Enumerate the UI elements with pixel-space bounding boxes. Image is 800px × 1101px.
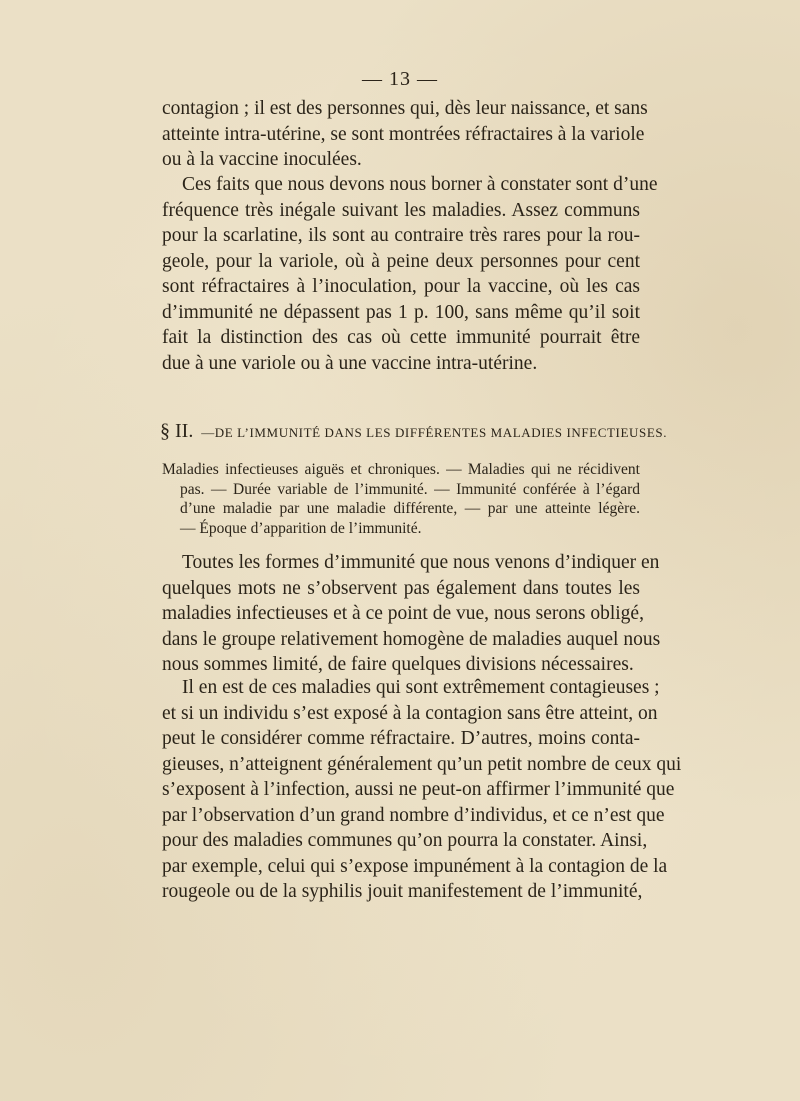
- text-line: due à une variole ou à une vaccine intra-utérine.: [162, 352, 538, 374]
- summary-line: Maladies infectieuses aiguës et chroniques. — Maladies qui ne récidivent: [162, 461, 640, 478]
- text-line: d’immunité ne dépassent pas 1 p. 100, sans même qu’il soit: [162, 301, 640, 323]
- summary-line: — Époque d’apparition de l’immunité.: [180, 519, 422, 537]
- text-line: nous sommes limité, de faire quelques divisions nécessaires.: [162, 654, 634, 675]
- text-line: Il en est de ces maladies qui sont extrêmement contagieuses ;: [182, 677, 660, 698]
- text-line: gieuses, n’atteignent généralement qu’un petit nombre de ceux qui: [162, 753, 682, 775]
- paragraph-facts: [162, 172, 658, 376]
- paragraph-forms-of-immunity: [162, 550, 661, 678]
- text-line: fréquence très inégale suivant les maladies. Assez communs: [162, 199, 640, 221]
- text-line: pour la scarlatine, ils sont au contraire très rares pour la rou-: [162, 225, 640, 246]
- section-dash: —: [201, 425, 215, 440]
- section-summary: [162, 460, 640, 538]
- text-line: et si un individu s’est exposé à la contagion sans être atteint, on: [162, 702, 658, 724]
- text-line: ou à la vaccine inoculées.: [162, 149, 362, 170]
- text-line: s’exposent à l’infection, aussi ne peut-on affirmer l’immunité que: [162, 779, 675, 800]
- text-line: geole, pour la variole, où à peine deux personnes pour cent: [162, 250, 640, 272]
- section-heading: [160, 420, 668, 443]
- page-number: — 13 —: [362, 68, 438, 90]
- summary-line: pas. — Durée variable de l’immunité. — Immunité conférée à l’égard: [180, 480, 640, 498]
- text-line: pour des maladies communes qu’on pourra la constater. Ainsi,: [162, 830, 648, 851]
- paragraph-contagious-diseases: [162, 675, 682, 905]
- text-line: fait la distinction des cas où cette immunité pourrait être: [162, 327, 640, 348]
- text-line: contagion ; il est des personnes qui, dès leur naissance, et sans: [162, 98, 648, 119]
- section-mark: § II.: [160, 420, 194, 442]
- text-line: maladies infectieuses et à ce point de vue, nous serons obligé,: [162, 603, 644, 624]
- text-line: quelques mots ne s’observent pas également dans toutes les: [162, 577, 640, 599]
- text-line: rougeole ou de la syphilis jouit manifestement de l’immunité,: [162, 881, 643, 902]
- text-line: par l’observation d’un grand nombre d’individus, et ce n’est que: [162, 804, 665, 826]
- text-line: dans le groupe relativement homogène de maladies auquel nous: [162, 628, 661, 650]
- summary-line: d’une maladie par une maladie différente, — par une atteinte légère.: [180, 500, 640, 517]
- text-line: par exemple, celui qui s’expose impunément à la contagion de la: [162, 855, 668, 877]
- text-line: atteinte intra-utérine, se sont montrées réfractaires à la variole: [162, 123, 645, 145]
- text-line: peut le considérer comme réfractaire. D’autres, moins conta-: [162, 728, 640, 749]
- text-line: Ces faits que nous devons nous borner à constater sont d’une: [182, 174, 658, 195]
- text-line: Toutes les formes d’immunité que nous venons d’indiquer en: [182, 552, 660, 573]
- text-line: sont réfractaires à l’inoculation, pour la vaccine, où les cas: [162, 276, 640, 297]
- paragraph-continuation: [162, 96, 648, 173]
- section-title: DE L’IMMUNITÉ DANS LES DIFFÉRENTES MALADIES INFECTIEUSES.: [214, 425, 668, 440]
